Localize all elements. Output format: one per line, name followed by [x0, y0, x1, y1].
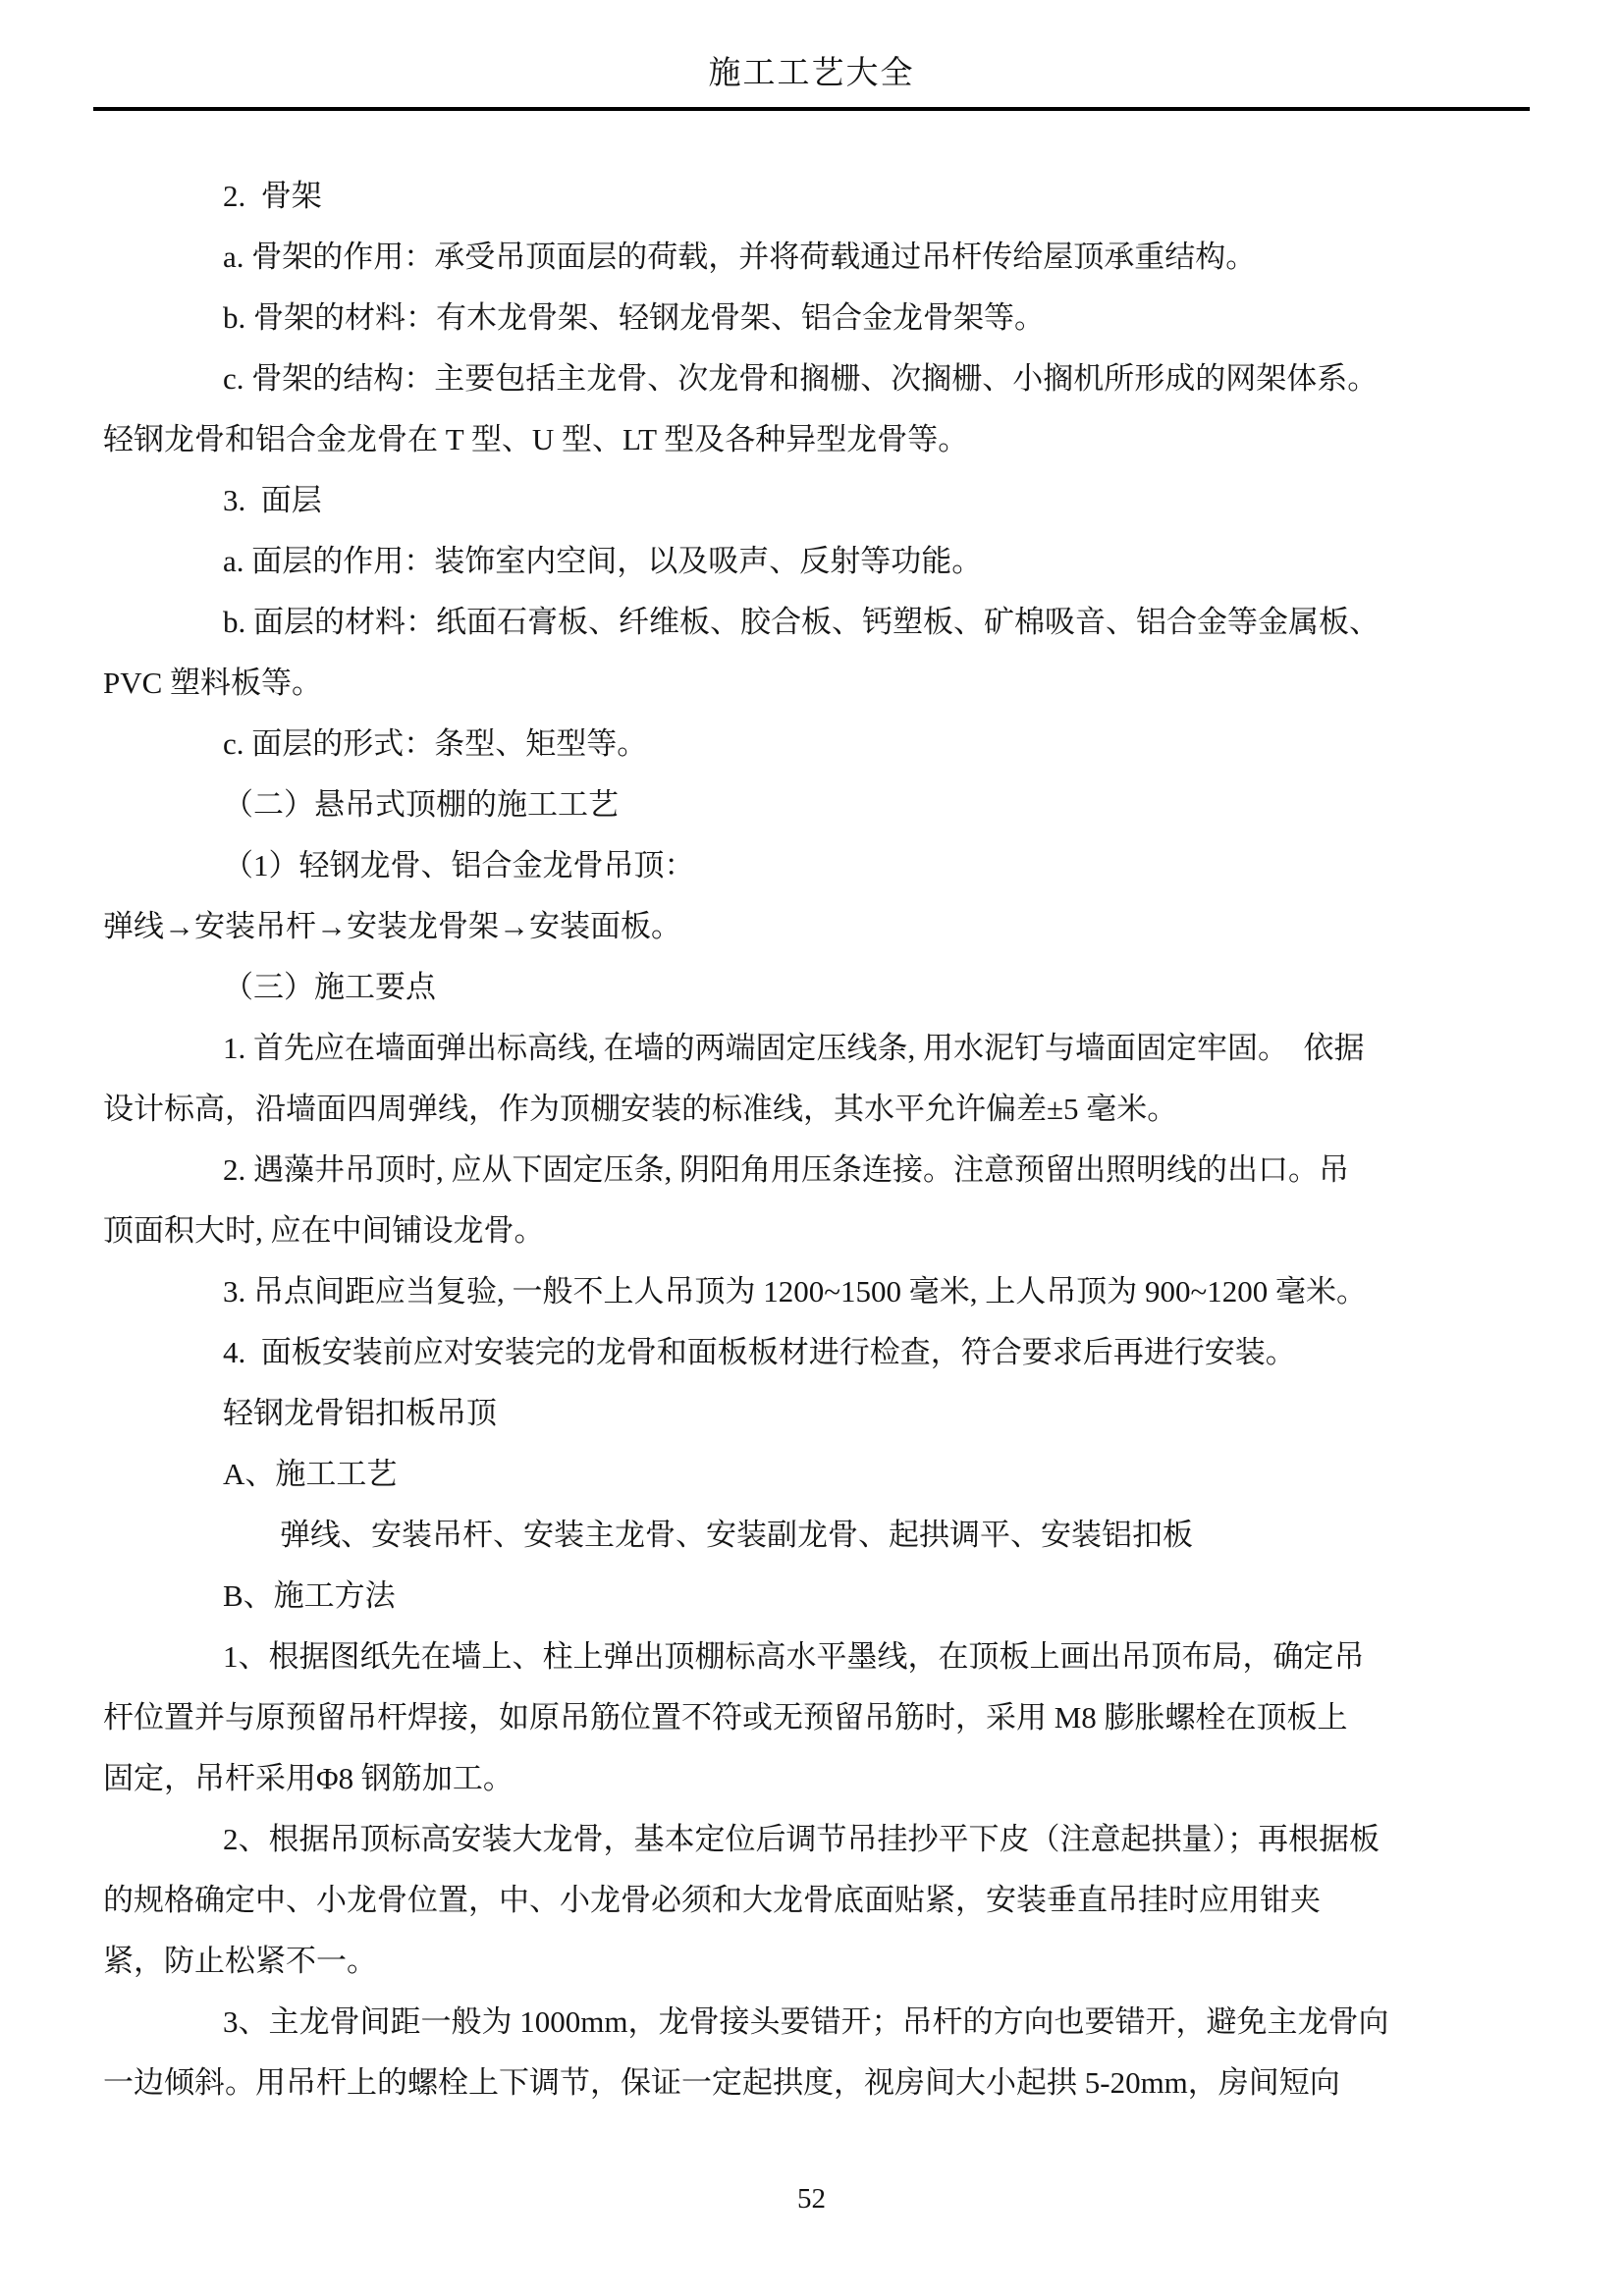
header-rule: [93, 107, 1530, 111]
text-line: 1、根据图纸先在墙上、柱上弹出顶棚标高水平墨线，在顶板上画出吊顶布局，确定吊: [223, 1639, 1365, 1674]
text-line: 固定，吊杆采用Φ8 钢筋加工。: [103, 1761, 514, 1795]
text-line: （1）轻钢龙骨、铝合金龙骨吊顶：: [223, 848, 695, 882]
text-line: a. 骨架的作用：承受吊顶面层的荷载，并将荷载通过吊杆传给屋顶承重结构。: [223, 240, 1257, 274]
text-line: b. 骨架的材料：有木龙骨架、轻钢龙骨架、铝合金龙骨架等。: [223, 300, 1045, 335]
text-line: c. 面层的形式：条型、矩型等。: [223, 726, 648, 761]
text-line: 2、根据吊顶标高安装大龙骨，基本定位后调节吊挂抄平下皮（注意起拱量）；再根据板: [223, 1822, 1380, 1856]
document-body: [103, 166, 1525, 2113]
text-line: 2. 骨架: [223, 179, 322, 213]
text-line: PVC 塑料板等。: [103, 666, 323, 700]
text-line: 4. 面板安装前应对安装完的龙骨和面板板材进行检查，符合要求后再进行安装。: [223, 1335, 1296, 1369]
text-line: （二）悬吊式顶棚的施工工艺: [223, 787, 619, 822]
text-line: c. 骨架的结构：主要包括主龙骨、次龙骨和搁栅、次搁栅、小搁机所形成的网架体系。: [223, 361, 1379, 396]
text-line: b. 面层的材料：纸面石膏板、纤维板、胶合板、钙塑板、矿棉吸音、铝合金等金属板、: [223, 605, 1380, 639]
text-line: 紧，防止松紧不一。: [103, 1944, 377, 1978]
text-line: A、施工工艺: [223, 1457, 398, 1491]
text-line: 弹线→安装吊杆→安装龙骨架→安装面板。: [103, 909, 681, 943]
header-title: 施工工艺大全: [708, 56, 915, 91]
text-line: 设计标高，沿墙面四周弹线，作为顶棚安装的标准线，其水平允许偏差±5 毫米。: [103, 1092, 1178, 1126]
document-header: [0, 0, 1623, 111]
text-line: 的规格确定中、小龙骨位置，中、小龙骨必须和大龙骨底面贴紧，安装垂直吊挂时应用钳夹: [103, 1883, 1321, 1917]
text-line: B、施工方法: [223, 1578, 396, 1613]
page-number: 52: [797, 2183, 826, 2215]
text-line: 顶面积大时, 应在中间铺设龙骨。: [103, 1213, 545, 1248]
text-line: 1. 首先应在墙面弹出标高线, 在墙的两端固定压线条, 用水泥钉与墙面固定牢固。 依据: [223, 1031, 1365, 1065]
text-line: （三）施工要点: [223, 970, 436, 1004]
text-line: 轻钢龙骨铝扣板吊顶: [223, 1396, 497, 1430]
text-line: 3. 面层: [223, 483, 322, 517]
text-line: 轻钢龙骨和铝合金龙骨在 T 型、U 型、LT 型及各种异型龙骨等。: [103, 422, 969, 456]
text-line: 2. 遇藻井吊顶时, 应从下固定压条, 阴阳角用压条连接。注意预留出照明线的出口。吊: [223, 1152, 1349, 1187]
text-line: a. 面层的作用：装饰室内空间，以及吸声、反射等功能。: [223, 544, 983, 578]
text-line: 杆位置并与原预留吊杆焊接，如原吊筋位置不符或无预留吊筋时，采用 M8 膨胀螺栓在顶板上: [103, 1700, 1348, 1735]
text-line: 一边倾斜。用吊杆上的螺栓上下调节，保证一定起拱度，视房间大小起拱 5-20mm，房间短向: [103, 2065, 1340, 2100]
text-line: 3、主龙骨间距一般为 1000mm，龙骨接头要错开；吊杆的方向也要错开，避免主龙骨向: [223, 2004, 1389, 2039]
text-line: 3. 吊点间距应当复验, 一般不上人吊顶为 1200~1500 毫米, 上人吊顶为 900~1200 毫米。: [223, 1274, 1368, 1308]
text-line: 弹线、安装吊杆、安装主龙骨、安装副龙骨、起拱调平、安装铝扣板: [280, 1518, 1193, 1552]
